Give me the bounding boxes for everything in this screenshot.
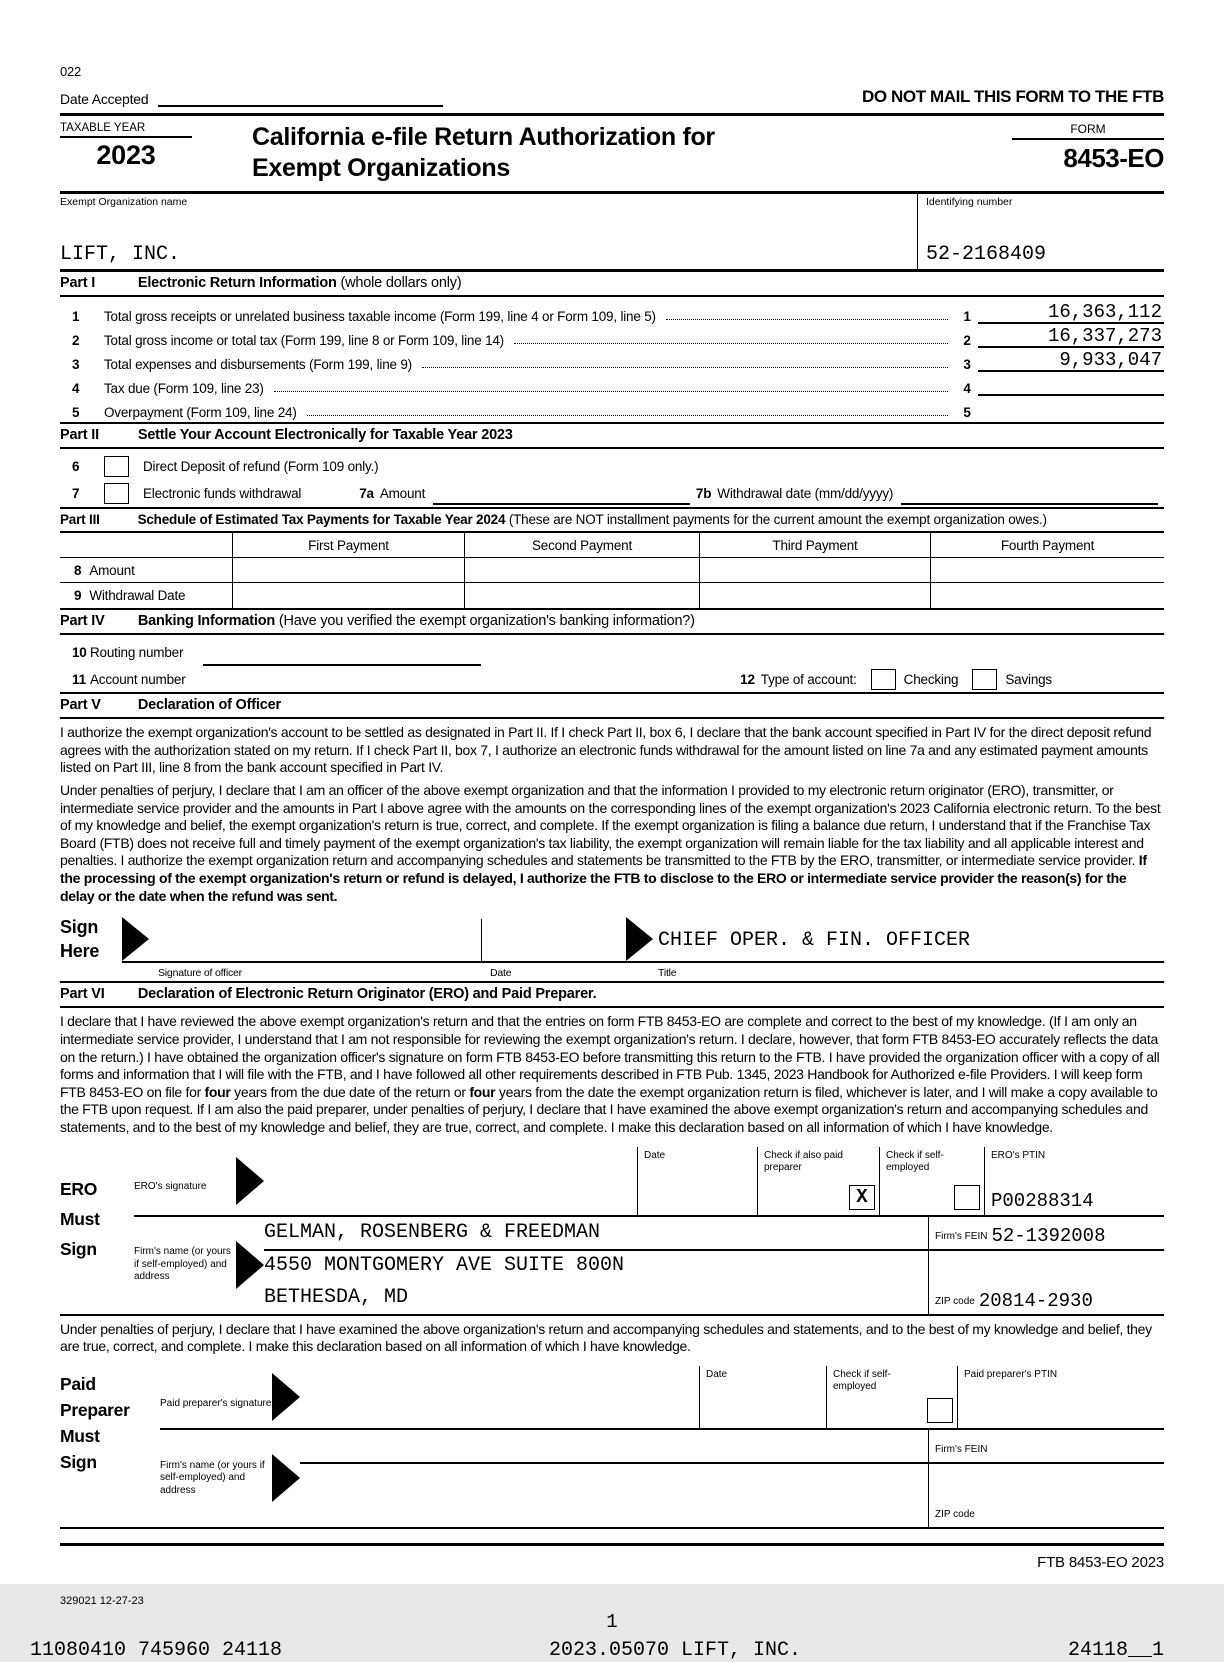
preparer-date-label: Date	[706, 1368, 728, 1380]
line3-ref-number: 3	[963, 357, 971, 372]
amount-second-payment-input[interactable]	[464, 558, 699, 583]
part6-header	[60, 981, 1164, 1008]
date-first-payment-input[interactable]	[232, 583, 464, 608]
form-label: FORM	[1012, 122, 1164, 140]
date-second-payment-input[interactable]	[464, 583, 699, 608]
line2-label: Total gross income or total tax (Form 199, line 8 or Form 109, line 14)	[104, 333, 504, 348]
ero-zip-cell	[928, 1281, 1164, 1314]
estimated-payments-table	[60, 533, 1164, 608]
ero-signature-label: ERO's signature	[134, 1181, 207, 1193]
preparer-city-row	[300, 1494, 1164, 1527]
date-third-payment-input[interactable]	[699, 583, 930, 608]
org-id-label: Identifying number	[926, 196, 1013, 208]
preparer-self-employed-checkbox[interactable]	[927, 1398, 953, 1423]
part4-header	[60, 608, 1164, 635]
part3-subtitle: (These are NOT installment payments for the current amount the exempt organization owes.)	[508, 512, 1047, 527]
part1-line-2	[60, 324, 1164, 348]
line5-label: Overpayment (Form 109, line 24)	[104, 405, 297, 420]
ero-ptin-cell	[984, 1147, 1164, 1215]
part4-label: Part IV	[60, 613, 105, 629]
form-title	[192, 122, 1012, 183]
ero-fein-cell	[928, 1217, 1164, 1249]
part1-line-5	[60, 396, 1164, 420]
part1-line-1	[60, 300, 1164, 324]
amount-third-payment-input[interactable]	[699, 558, 930, 583]
org-name-cell	[60, 194, 917, 269]
preparer-declaration-para: Under penalties of perjury, I declare that I have examined the above organization's return and accompanying schedules and statements, and to the best of my knowledge and belief, they are true, correct, and complete. I make this declaration based on all information of which I have knowledge.	[60, 1320, 1152, 1355]
line1-ref-number: 1	[963, 309, 971, 324]
dotted-leader	[514, 343, 948, 344]
form-title-line1: California e-file Return Authorization for	[252, 123, 715, 151]
print-code: 022	[60, 64, 82, 79]
page-number: 1	[606, 1610, 618, 1633]
taxable-year-value: 2023	[96, 140, 156, 170]
part5-title: Declaration of Officer	[137, 697, 281, 713]
checking-checkbox[interactable]	[871, 669, 896, 690]
line4-label: Tax due (Form 109, line 23)	[104, 381, 264, 396]
line7b-date-input[interactable]	[901, 503, 1158, 505]
ero-firm-stack	[264, 1217, 1164, 1314]
ero-side-spacer	[928, 1251, 1164, 1281]
preparer-side-spacer	[928, 1464, 1164, 1494]
line3-label: Total expenses and disbursements (Form 199, line 9)	[104, 357, 412, 372]
line7-label: Electronic funds withdrawal	[143, 486, 302, 501]
dotted-leader	[422, 367, 948, 368]
ero-fein-value[interactable]: 52-1392008	[991, 1224, 1106, 1247]
line4-amount[interactable]	[978, 373, 1164, 396]
efw-checkbox[interactable]	[104, 483, 129, 504]
table-corner-cell	[60, 533, 232, 558]
preparer-signature-label-cell	[160, 1366, 300, 1428]
title-line	[653, 961, 1164, 963]
revision-code: 329021 12-27-23	[60, 1594, 144, 1607]
preparer-rows	[160, 1366, 1164, 1527]
date-fourth-payment-input[interactable]	[930, 583, 1164, 608]
line6-row	[60, 453, 1164, 480]
line10-label: Routing number	[90, 644, 184, 660]
ero-address-row	[264, 1251, 1164, 1281]
row8-label: Amount	[89, 562, 135, 578]
preparer-must-word: Must	[60, 1425, 100, 1446]
date-accepted-field	[60, 91, 443, 107]
sign-here-word1: Sign	[60, 917, 99, 938]
do-not-mail-warning: DO NOT MAIL THIS FORM TO THE FTB	[862, 87, 1164, 106]
line7-row	[60, 480, 1164, 507]
part1-subtitle: (whole dollars only)	[340, 275, 462, 291]
col-header-first-payment: First Payment	[232, 533, 464, 558]
ero-firm-label-cell	[134, 1217, 264, 1314]
line5-number: 5	[72, 405, 80, 420]
ero-zip-value[interactable]: 20814-2930	[978, 1289, 1093, 1312]
ero-check-paid-cell	[757, 1147, 879, 1215]
line10-row	[60, 638, 1164, 666]
preparer-address-row	[300, 1464, 1164, 1494]
ero-declaration-seg1: I declare that I have reviewed the above exempt organization's return and that the entries on form FTB 8453-EO are complete and correct to the best of my knowledge. (If I am only an intermediate service provider, I understand that I am not responsible for reviewing the exempt organization's return. I declare, however, that form FTB 8453-EO accurately reflects the data on the return.) I have obtained the organization officer's signature on form FTB 8453-EO before transmitting this return to the FTB. I have provided the organization officer with a copy of all forms and information that I will file with the FTB, and I have followed all other requirements described in FTB Pub. 1345, 2023 Handbook for Authorized e-file Providers. I will keep form FTB 8453-EO on file for	[60, 1013, 1160, 1100]
line11-row	[60, 666, 1164, 692]
bottom-left-code: 11080410 745960 24118	[30, 1638, 283, 1662]
ero-check-self-cell	[879, 1147, 984, 1215]
row9-label-cell	[60, 583, 232, 608]
preparer-city-input[interactable]	[300, 1494, 928, 1527]
ero-ptin-value[interactable]: P00288314	[991, 1189, 1094, 1212]
preparer-ptin-cell	[957, 1366, 1164, 1428]
ero-date-cell[interactable]	[637, 1147, 757, 1215]
line11-number: 11	[72, 671, 86, 687]
preparer-firm-stack	[300, 1430, 1164, 1527]
form-footer-id: FTB 8453-EO 2023	[1037, 1553, 1164, 1571]
officer-declaration-para2	[60, 782, 1164, 905]
col-header-second-payment: Second Payment	[464, 533, 699, 558]
preparer-check-self-label: Check if self-employed	[833, 1368, 891, 1393]
part1-lines	[60, 297, 1164, 422]
row9-number: 9	[74, 588, 82, 603]
line7a-number: 7a	[359, 486, 374, 501]
ero-declaration-bold1: four	[204, 1083, 231, 1100]
line5-ref-number: 5	[963, 405, 971, 420]
line7a-amount-input[interactable]	[433, 503, 690, 505]
preparer-signature-label: Paid preparer's signature	[160, 1397, 272, 1409]
part1-header	[60, 272, 1164, 297]
preparer-date-cell[interactable]	[699, 1366, 826, 1428]
ero-firm-pointer-icon	[236, 1241, 264, 1289]
ero-zip-label: ZIP code	[935, 1296, 975, 1308]
officer-title-value[interactable]: CHIEF OPER. & FIN. OFFICER	[658, 929, 971, 953]
ero-check-self-label: Check if self-employed	[886, 1149, 944, 1174]
dotted-leader	[666, 319, 948, 320]
col-header-third-payment: Third Payment	[699, 533, 930, 558]
ero-declaration-para	[60, 1013, 1164, 1136]
amount-first-payment-input[interactable]	[232, 558, 464, 583]
form-title-line2: Exempt Organizations	[252, 153, 510, 182]
ero-signature-pointer-icon	[236, 1157, 264, 1205]
ero-date-label: Date	[644, 1149, 666, 1161]
date-accepted-input[interactable]	[158, 105, 443, 107]
line1-number: 1	[72, 309, 80, 324]
taxable-year-label: TAXABLE YEAR	[60, 122, 192, 138]
direct-deposit-checkbox[interactable]	[104, 456, 129, 477]
line2-ref-number: 2	[963, 333, 971, 348]
preparer-sign-word: Sign	[60, 1451, 97, 1472]
preparer-fein-label: Firm's FEIN	[935, 1444, 988, 1456]
paid-word: Paid	[60, 1373, 96, 1394]
part2-header	[60, 422, 1164, 449]
part4-title: Banking Information	[137, 613, 276, 629]
preparer-signature-row	[160, 1366, 1164, 1430]
title-label: Title	[658, 967, 677, 980]
form-number: 8453-EO	[1063, 143, 1164, 173]
row8-number: 8	[74, 562, 82, 578]
ero-declaration-seg2: years from the due date of the return or	[230, 1083, 470, 1100]
line4-number: 4	[72, 381, 80, 396]
part1-line-4	[60, 372, 1164, 396]
part1-label: Part I	[60, 275, 96, 291]
line7b-number: 7b	[695, 486, 712, 501]
preparer-fein-cell	[928, 1430, 1164, 1462]
line10-number: 10	[72, 644, 87, 660]
org-id-value[interactable]: 52-2168409	[926, 243, 1047, 266]
line1-label: Total gross receipts or unrelated business taxable income (Form 199, line 4 or Form 109, line 5)	[104, 309, 656, 324]
savings-label: Savings	[1005, 671, 1052, 687]
line5-amount[interactable]	[978, 397, 1164, 420]
routing-number-input[interactable]	[203, 648, 481, 666]
ero-ptin-label: ERO's PTIN	[991, 1149, 1046, 1161]
line11-label: Account number	[90, 671, 186, 687]
preparer-zip-cell	[928, 1494, 1164, 1527]
ero-signature-label-cell	[134, 1147, 264, 1215]
savings-checkbox[interactable]	[972, 669, 997, 690]
preparer-signature-input[interactable]	[300, 1366, 699, 1428]
top-row	[60, 87, 1164, 113]
org-id-cell	[917, 194, 1164, 269]
part3-title: Schedule of Estimated Tax Payments for Taxable Year 2024	[137, 512, 506, 527]
date-column-divider	[481, 919, 482, 962]
preparer-firm-label: Firm's name (or yours if self-employed) and address	[160, 1459, 265, 1496]
sign-here-block	[60, 915, 1164, 981]
preparer-firm-rows	[160, 1430, 1164, 1527]
line7-number: 7	[72, 486, 80, 501]
dotted-leader	[307, 415, 948, 416]
paid-preparer-must-sign-block	[60, 1366, 1164, 1529]
ero-fein-label: Firm's FEIN	[935, 1231, 988, 1243]
taxable-year-box	[60, 122, 192, 183]
sign-word: Sign	[60, 1238, 97, 1259]
signature-pointer-icon	[122, 917, 149, 961]
preparer-signature-pointer-icon	[272, 1373, 300, 1421]
ero-self-employed-checkbox[interactable]	[954, 1185, 980, 1210]
line4-ref-number: 4	[963, 381, 971, 396]
row9-label: Withdrawal Date	[89, 588, 186, 603]
part3-header	[60, 507, 1164, 533]
ero-also-paid-preparer-checkbox[interactable]: X	[849, 1185, 875, 1210]
part6-title: Declaration of Electronic Return Originator (ERO) and Paid Preparer.	[137, 986, 597, 1003]
preparer-word: Preparer	[60, 1399, 130, 1420]
end-rule	[60, 1543, 1164, 1546]
ero-who-column	[60, 1147, 134, 1314]
line2-number: 2	[72, 333, 80, 348]
line3-amount[interactable]: 9,933,047	[978, 349, 1164, 372]
preparer-check-self-cell	[826, 1366, 957, 1428]
officer-declaration-para2-text: Under penalties of perjury, I declare that I am an officer of the above exempt organization and that the information I provided to my electronic return originator (ERO), transmitter, or intermediate service provider and the amounts in Part I above agree with the amounts on the corresponding lines of the exempt organization's 2023 California electronic return. To the best of my knowledge and belief, the exempt organization's return is true, correct, and complete. If the exempt organization is filing a balance due return, I understand that if the Franchise Tax Board (FTB) does not receive full and timely payment of the exempt organization's tax liability, the exempt organization will remain liable for the tax liability and all applicable interest and penalties. I authorize the exempt organization return and accompanying schedules and statements be transmitted to the FTB by the ERO, transmitter, or intermediate service provider.	[60, 781, 1161, 869]
sign-date-label: Date	[490, 967, 512, 980]
part1-title: Electronic Return Information	[137, 275, 337, 291]
ero-declaration-seg3: years from the date the exempt organization return is filed, whichever is later, and I will make a copy available to the FTB upon request. If I am also the paid preparer, under penalties of perjury, I declare that I have examined the above exempt organization's return and accompanying schedules and statements, and to the best of my knowledge and belief, they are true, correct, and complete. I make this declaration based on all information of which I have knowledge.	[60, 1083, 1158, 1135]
line12-label: Type of account:	[760, 671, 857, 687]
preparer-firm-pointer-icon	[272, 1454, 300, 1502]
line12-group	[740, 669, 1052, 690]
line6-label: Direct Deposit of refund (Form 109 only.)	[143, 459, 379, 474]
preparer-who-column	[60, 1366, 160, 1527]
part2-label: Part II	[60, 427, 99, 443]
line6-number: 6	[72, 459, 80, 474]
officer-declaration-para2-bold: If the processing of the exempt organization's return or refund is delayed, I authorize the FTB to disclose to the ERO or intermediate service provider the reason(s) for the delay or the date when the refund was sent.	[60, 852, 1147, 904]
bottom-right-code: 24118__1	[1067, 1638, 1164, 1662]
checking-label: Checking	[903, 671, 959, 687]
preparer-zip-label: ZIP code	[935, 1509, 975, 1521]
line3-number: 3	[72, 357, 80, 372]
preparer-firm-name-input[interactable]	[300, 1430, 928, 1462]
org-name-label: Exempt Organization name	[60, 196, 188, 208]
ero-check-paid-label: Check if also paid preparer	[764, 1149, 843, 1174]
ero-firm-rows	[134, 1217, 1164, 1314]
col-header-fourth-payment: Fourth Payment	[930, 533, 1164, 558]
ero-signature-row	[134, 1147, 1164, 1217]
ero-declaration-bold2: four	[469, 1083, 496, 1100]
must-word: Must	[60, 1208, 100, 1229]
org-name-value[interactable]: LIFT, INC.	[60, 243, 181, 266]
part5-header	[60, 692, 1164, 719]
preparer-firm-label-cell	[160, 1430, 300, 1527]
ero-rows	[134, 1147, 1164, 1314]
date-accepted-label: Date Accepted	[60, 91, 149, 107]
ero-must-sign-block	[60, 1147, 1164, 1316]
bottom-code-row	[30, 1638, 1164, 1662]
ero-firm-label: Firm's name (or yours if self-employed) and address	[134, 1246, 231, 1283]
line2-amount[interactable]: 16,337,273	[978, 325, 1164, 348]
officer-signature-input[interactable]	[122, 961, 730, 963]
line1-amount[interactable]: 16,363,112	[978, 301, 1164, 324]
line7b-label: Withdrawal date (mm/dd/yyyy)	[717, 486, 894, 501]
part5-label: Part V	[60, 697, 101, 713]
sign-here-word2: Here	[60, 941, 100, 962]
part3-label: Part III	[60, 512, 100, 527]
part1-line-3	[60, 348, 1164, 372]
form-number-box	[1012, 122, 1164, 183]
amount-fourth-payment-input[interactable]	[930, 558, 1164, 583]
ero-city-row	[264, 1281, 1164, 1314]
part6-label: Part VI	[60, 986, 105, 1003]
ero-signature-input[interactable]	[264, 1147, 637, 1215]
dotted-leader	[274, 391, 948, 392]
preparer-address-input[interactable]	[300, 1464, 928, 1494]
ero-address-value[interactable]: 4550 MONTGOMERY AVE SUITE 800N	[264, 1254, 625, 1278]
ero-word: ERO	[60, 1178, 98, 1199]
title-pointer-icon	[626, 917, 653, 961]
officer-declaration-para1: I authorize the exempt organization's account to be settled as designated in Part II. If I check Part II, box 6, I declare that the bank account specified in Part IV for the direct deposit refund agrees with the authorization stated on my return. If I check Part II, box 7, I authorize an electronic funds withdrawal for the amount listed on line 7a and any estimated payment amounts listed on Part III, line 8 from the bank account specified in Part IV.	[60, 724, 1152, 776]
ero-firm-name-value[interactable]: GELMAN, ROSENBERG & FREEDMAN	[264, 1221, 601, 1245]
part2-title: Settle Your Account Electronically for Taxable Year 2023	[137, 427, 513, 443]
line12-number: 12	[740, 671, 755, 687]
signature-of-officer-label: Signature of officer	[158, 967, 242, 980]
preparer-ptin-label: Paid preparer's PTIN	[964, 1368, 1058, 1380]
line7a-label: Amount	[379, 486, 426, 501]
org-info-row	[60, 194, 1164, 272]
form-header	[60, 113, 1164, 194]
row8-label-cell	[60, 558, 232, 583]
preparer-firm-name-row	[300, 1430, 1164, 1464]
ero-firm-name-row	[264, 1217, 1164, 1251]
ero-city-value[interactable]: BETHESDA, MD	[264, 1285, 409, 1309]
part4-subtitle: (Have you verified the exempt organization's banking information?)	[278, 613, 695, 629]
bottom-center-code: 2023.05070 LIFT, INC.	[548, 1638, 802, 1662]
